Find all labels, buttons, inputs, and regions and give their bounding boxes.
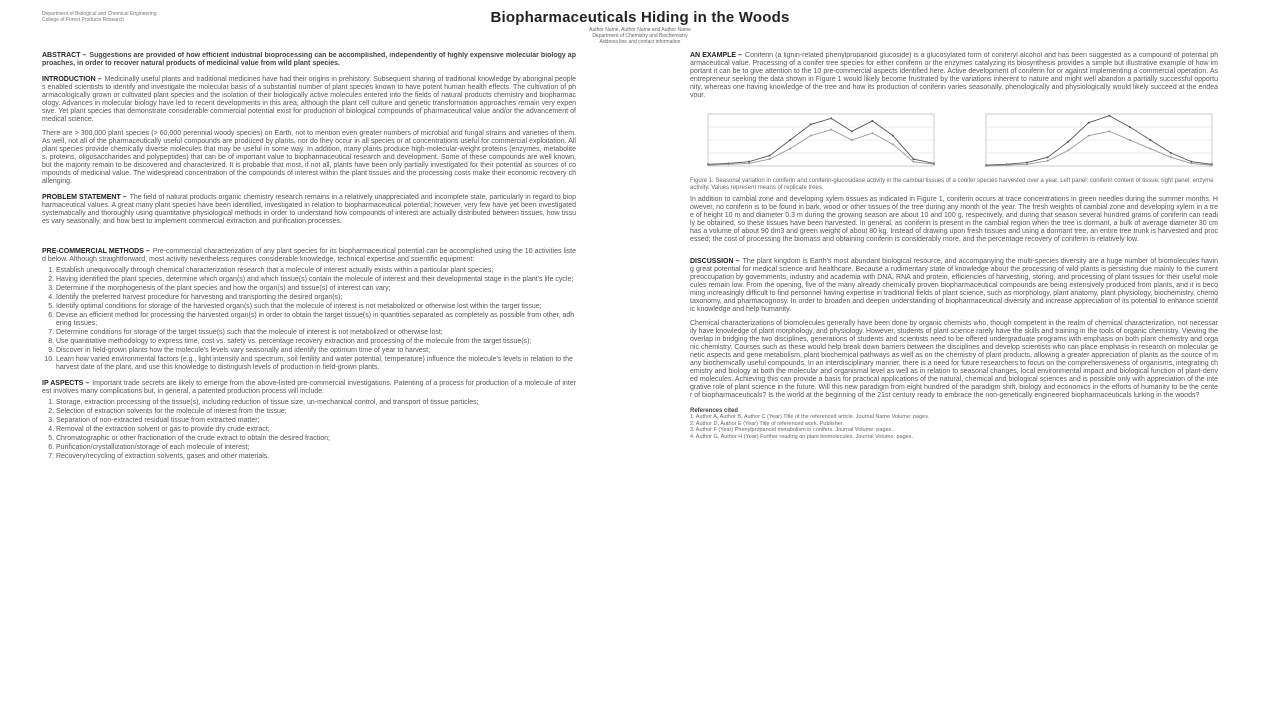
data-point bbox=[748, 161, 750, 163]
list-item: 3. Determine if the morphogenesis of the plant species and how the organ(s) and tissue(s) of interest can vary; bbox=[56, 285, 576, 293]
data-point bbox=[1108, 130, 1110, 132]
data-point bbox=[1129, 126, 1131, 128]
header-info-line: College of Forest Products Research bbox=[42, 17, 124, 23]
data-point bbox=[1006, 164, 1008, 166]
introduction-text bbox=[42, 76, 576, 124]
methods-heading: PRE-COMMERCIAL METHODS – bbox=[42, 248, 150, 255]
figure-caption: Figure 1. Seasonal variation in coniferin and coniferin-glucosidase activity in the cambial tissues of a conifer species harvested over a year. Left panel: coniferin content of tissue; right panel: enzyme activity. Values represent means of replicate trees. bbox=[690, 178, 1214, 191]
series-line bbox=[986, 131, 1212, 166]
figure-row bbox=[690, 108, 1218, 176]
data-point bbox=[1067, 149, 1069, 151]
data-point bbox=[748, 162, 750, 164]
reference-item: 1. Author A, Author B, Author C (Year) Title of the referenced article. Journal Name Volume: pages. bbox=[690, 414, 930, 420]
author-line: Department of Chemistry and Biochemistry bbox=[592, 33, 688, 39]
figure-left bbox=[690, 108, 940, 176]
data-point bbox=[912, 161, 914, 163]
data-point bbox=[1088, 135, 1090, 137]
reference-item: 4. Author G, Author H (Year) Further reading on plant biomolecules. Journal Volume: pages. bbox=[690, 433, 913, 440]
list-item: 9. Discover in field-grown plants how the molecule's levels vary seasonally and identify the optimum time of year to harvest; bbox=[56, 347, 576, 355]
list-item: 6. Devise an efficient method for processing the harvested organ(s) in order to obtain the target tissue(s) in quantities separated as completely as possible from other, adhering tissues; bbox=[56, 312, 576, 328]
ip-heading: IP ASPECTS – bbox=[42, 380, 90, 387]
data-point bbox=[830, 117, 832, 119]
data-point bbox=[1149, 139, 1151, 141]
problem-text bbox=[42, 194, 576, 226]
data-point bbox=[1170, 152, 1172, 154]
methods-section bbox=[42, 248, 576, 372]
list-item: 5. Chromatographic or other fractionation of the crude extract to obtain the desired fraction; bbox=[56, 435, 576, 443]
data-point bbox=[1067, 141, 1069, 143]
references-heading: References cited bbox=[690, 408, 739, 414]
list-item: 8. Use quantitative methodology to express time, cost vs. safety vs. percentage recovery extraction and processing of the molecule from the target tissue(s); bbox=[56, 338, 576, 346]
list-item: 7. Recovery/recycling of extraction solvents, gases and other materials. bbox=[56, 453, 576, 461]
ip-section bbox=[42, 380, 576, 461]
methods-steps bbox=[42, 267, 576, 372]
chart-right bbox=[968, 108, 1218, 176]
data-point bbox=[1088, 122, 1090, 124]
data-point bbox=[830, 129, 832, 131]
abstract-body: Suggestions are provided of how efficient industrial bioprocessing can be accomplished, independently of highly expensive molecular biology approaches, in order to recover natural products of medicinal value from wild plant species. bbox=[42, 52, 576, 67]
list-item: 2. Selection of extraction solvents for the molecule of interest from the tissue; bbox=[56, 408, 576, 416]
data-point bbox=[1190, 162, 1192, 164]
data-point bbox=[1047, 156, 1049, 158]
abstract-text bbox=[42, 52, 576, 68]
data-point bbox=[789, 148, 791, 150]
list-item: 1. Storage, extraction processing of the tissue(s), including reduction of tissue size, un-mechanical control, and transport of tissue particles; bbox=[56, 399, 576, 407]
list-item: 10. Learn how varied environmental factors (e.g., light intensity and spectrum, soil fertility and water potential, temperature) influence the molecule's levels in relation to the harvest date of the plant, and use this knowledge to distinguish levels of production in field-grown plants. bbox=[56, 356, 576, 372]
list-item: 6. Purification/crystallization/storage of each molecule of interest; bbox=[56, 444, 576, 452]
author-block bbox=[490, 27, 790, 45]
list-item: 5. Identify optimal conditions for storage of the harvested organ(s) such that the molecule of interest is not metabolized or otherwise lost within the target tissue; bbox=[56, 303, 576, 311]
author-line: Address line and contact information bbox=[599, 39, 681, 45]
list-item: 1. Establish unequivocally through chemical characterization research that a molecule of interest actually exists within a particular plant species; bbox=[56, 267, 576, 275]
author-line: Author Name, Author Name and Author Name bbox=[589, 27, 691, 33]
discussion-heading: DISCUSSION – bbox=[690, 258, 740, 265]
introduction-paragraph-2: There are > 300,000 plant species (> 60,000 perennial woody species) on Earth, not to mention even greater numbers of microbial and fungal strains and varieties of them. As well, not all of the pharmaceutically useful compounds are produced by plants, nor do they occur in all species or at concentrations useful for commercial exploitation. All plant species provide chemically diverse molecules that may be useful in some way. In addition, many plants produce high-molecular-weight proteins (enzymes, metabolites, proteins, oligosaccharides and polypeptides) that can be of important value to biopharmaceutical research and development. Some of these compounds are well known, but the majority remain to be discovered and characterized. It is probable that most, if not all, plants have been only partially investigated for their potential as sources of compounds of medicinal value. The widespread concentration of the compounds of interest within the plant tissues and the processing costs make their economic recovery challenging. bbox=[42, 130, 576, 185]
introduction-heading: INTRODUCTION – bbox=[42, 76, 102, 83]
data-point bbox=[769, 158, 771, 160]
data-point bbox=[728, 163, 730, 165]
data-point bbox=[769, 155, 771, 157]
problem-heading: PROBLEM STATEMENT – bbox=[42, 194, 127, 201]
data-point bbox=[810, 135, 812, 137]
references bbox=[690, 408, 1218, 440]
introduction-body: Medicinally useful plants and traditional medicines have had their origins in prehistory. Subsequent sharing of traditional knowledge by aboriginal peoples enabled scientists to identify and investigate the molecular basis of a substantial number of plant species known to have potent human health effects. The cultivation of pharmacologically grown or cultivated plant species and the isolation of their biologically active molecules entered into the fields of natural products chemistry and biopharmacology. Advances in molecular biology have led to recent developments in this area, although the plant cell culture and genetic transformation approaches remain very expensive. Yet plant species that demonstrate considerable commercial potential exist for production of biological compounds of pharmaceutical value and/or the advancement of medical science. bbox=[42, 76, 576, 123]
data-point bbox=[789, 139, 791, 141]
example-heading: AN EXAMPLE – bbox=[690, 52, 743, 59]
problem-body: The field of natural products organic chemistry research remains in a relatively unappreciated and incomplete state, particularly in regard to biopharmaceutical values. A great many plant species have been identified, investigated in relation to biopharmaceutical potential; however, very few have yet been investigated systematically and thoroughly using quantitative physiological methods in order to understand how compounds of interest are actually distributed between tissues, how tissues vary seasonally, and how best to implement commercial extraction and purification processes. bbox=[42, 194, 576, 225]
reference-item: 3. Author F (Year) Phenylpropanoid metabolism in conifers. Journal Volume: pages. bbox=[690, 427, 893, 433]
example-body: Coniferin (a lignin-related phenylpropanoid glucoside) is a glucosylated form of coniferyl alcohol and has been suggested as a compound of potential pharmaceutical value. Processing of a conifer tree species for either coniferin or the enzymes catalyzing its biosynthesis provides a simple but illustrative example of how important it can be to give attention to the 10 pre-commercial aspects identified here. Active development of coniferin for or against implementing a commercial operation. As entrepreneur seeking the data shown in Figure 1 would likely become frustrated by the variations inherent to nature and might well abandon a partially successful opportunity, whereas one having knowledge of the tree and how its production of coniferin varies seasonally, phenologically and physiologically would likely succeed at the endeavour. bbox=[690, 52, 1218, 99]
data-point bbox=[1026, 163, 1028, 165]
list-item: 4. Identify the preferred harvest procedure for harvesting and transporting the desired organ(s); bbox=[56, 294, 576, 302]
ip-text bbox=[42, 380, 576, 396]
chart-left bbox=[690, 108, 940, 176]
list-item: 7. Determine conditions for storage of the target tissue(s) such that the molecule of interest is not metabolized or otherwise lost; bbox=[56, 329, 576, 337]
data-point bbox=[912, 158, 914, 160]
abstract-section bbox=[42, 52, 576, 68]
series-line bbox=[708, 130, 934, 166]
data-point bbox=[871, 120, 873, 122]
right-column bbox=[690, 52, 1218, 712]
discussion-section bbox=[690, 258, 1218, 400]
introduction-section bbox=[42, 76, 576, 186]
methods-text bbox=[42, 248, 576, 264]
data-point bbox=[1108, 115, 1110, 117]
data-point bbox=[1047, 160, 1049, 162]
example-text bbox=[690, 52, 1218, 100]
data-point bbox=[707, 164, 709, 166]
data-point bbox=[871, 132, 873, 134]
data-point bbox=[892, 143, 894, 145]
ip-body: Important trade secrets are likely to emerge from the above-listed pre-commercial investigations. Patenting of a process for production of a molecule of interest involves many complications but, in general, a patented production process will include: bbox=[42, 380, 576, 395]
example-paragraph-2: In addition to cambial zone and developing xylem tissues as indicated in Figure 1, coniferin occurs at trace concentrations in green needles during the summer months. However, no coniferin is to be found in bark, wood or other tissues of the tree during any month of the year. The fresh weights of cambial zone and developing xylem in a tree of height 10 m and diameter 0.3 m during the growing season are about 10 and 100 g, respectively, and during that season several hundred grams of coniferin can readily be obtained, so these tissues have been harvested. In general, as coniferin is present in the cambial region when the tree is dormant, a bulk of average diameter 30 cm has a volume of about 90 dm3 and green weight of about 80 kg. Instead of drawing upon fresh tissues and using a dormant tree, an entire tree trunk is harvested and processed; the cost of processing the biomass and obtaining coniferin is considerably more, and the percentage recovery of coniferin is relatively low. bbox=[690, 196, 1218, 243]
data-point bbox=[1190, 161, 1192, 163]
data-point bbox=[1129, 139, 1131, 141]
ip-steps bbox=[42, 399, 576, 461]
list-item: 2. Having identified the plant species, determine which organ(s) and which tissue(s) contain the molecule of interest and their developmental stage in the plant's life cycle; bbox=[56, 276, 576, 284]
discussion-body: The plant kingdom is Earth's most abundant biological resource, and accompanying the multi-species diversity are a huge number of biomolecules having great potential for medical science and healthcare. Because a rudimentary state of knowledge about the processing of wild plants is persisting due mainly to the current preoccupation by governments, industry and academia with DNA, RNA and protein, efficiencies of harvesting, storing, and processing of plant tissues for their useful molecules remain low. From the opening, five of the many already chemically proven biopharmaceutical compounds are being extensively produced from plants, and it is becoming increasingly difficult to find personnel having expertise in traditional fields of plant science, such as morphology, plant anatomy, plant physiology, biochemistry, chemotaxonomy, and pharmacognosy. In order to broaden and deepen understanding of biopharmaceutical diversity and increase appreciation of its potential to enhance scientific knowledge and help humanity. bbox=[690, 258, 1218, 313]
list-item: 4. Removal of the extraction solvent or gas to provide dry crude extract; bbox=[56, 426, 576, 434]
data-point bbox=[1149, 148, 1151, 150]
series-line bbox=[986, 116, 1212, 165]
data-point bbox=[892, 135, 894, 137]
data-point bbox=[1211, 164, 1213, 166]
header-info-line: Department of Biological and Chemical Engineering bbox=[42, 11, 157, 17]
abstract-heading: ABSTRACT – bbox=[42, 52, 87, 59]
left-column bbox=[42, 52, 576, 712]
discussion-text bbox=[690, 258, 1218, 314]
data-point bbox=[810, 123, 812, 125]
series-line bbox=[708, 118, 934, 164]
problem-section bbox=[42, 194, 576, 226]
discussion-paragraph-2: Chemical characterizations of biomolecules generally have been done by organic chemists who, though competent in the realm of chemical characterization, not necessarily have knowledge of plant morphology, and physiology. However, students of plant science rarely have the skills and training in the tools of organic chemistry. Viewing the overlap in bridging the two disciplines, generations of students and scientists need to be offered undergraduate programs with emphasis on both plant chemistry and organic chemistry. Courses such as these would help break down barriers between the disciplines and develop scientists who can place emphasis in research on molecular genetic aspects and gene metabolism, plant biochemical pathways as well as on the chemistry of plant products, allowing a greater appreciation of plants as the source of many biochemically useful compounds. In an interdisciplinary manner, there is a need for future researchers to focus on the comprehensiveness of organisms, integrating chemistry and biology at both the molecular and organismal level as well as in relation to seasonal changes, local environmental impact and biological function of plant-derived molecules. Achieving this can provide a basis for practical applications of the natural, chemical and biological sciences and is possible only with appreciation of the integrative role of plant science in the future. Will this new paradigm from eight hundred of the paradigm shift, biology and economics in the efforts of humanity to be the center of biopharmaceuticals? Is the world at the beginning of the 21st century ready to embrace the non-genetically engineered biopharmaceuticals lurking in the woods? bbox=[690, 320, 1218, 399]
example-section bbox=[690, 52, 1218, 100]
page-title: Biopharmaceuticals Hiding in the Woods bbox=[490, 9, 790, 26]
data-point bbox=[1026, 162, 1028, 164]
methods-body: Pre-commercial characterization of any plant species for its biopharmaceutical potential can be accomplished using the 10 activities listed below. Although straightforward, most activity nevertheless requires considerable knowledge, technical expertise and scientific equipment: bbox=[42, 248, 576, 263]
figure-right bbox=[968, 108, 1218, 176]
data-point bbox=[1170, 156, 1172, 158]
data-point bbox=[851, 139, 853, 141]
data-point bbox=[985, 165, 987, 167]
list-item: 3. Separation of non-extracted residual tissue from extracted matter; bbox=[56, 417, 576, 425]
reference-item: 2. Author D, Author E (Year) Title of referenced work. Publisher. bbox=[690, 420, 844, 427]
data-point bbox=[933, 163, 935, 165]
data-point bbox=[851, 130, 853, 132]
